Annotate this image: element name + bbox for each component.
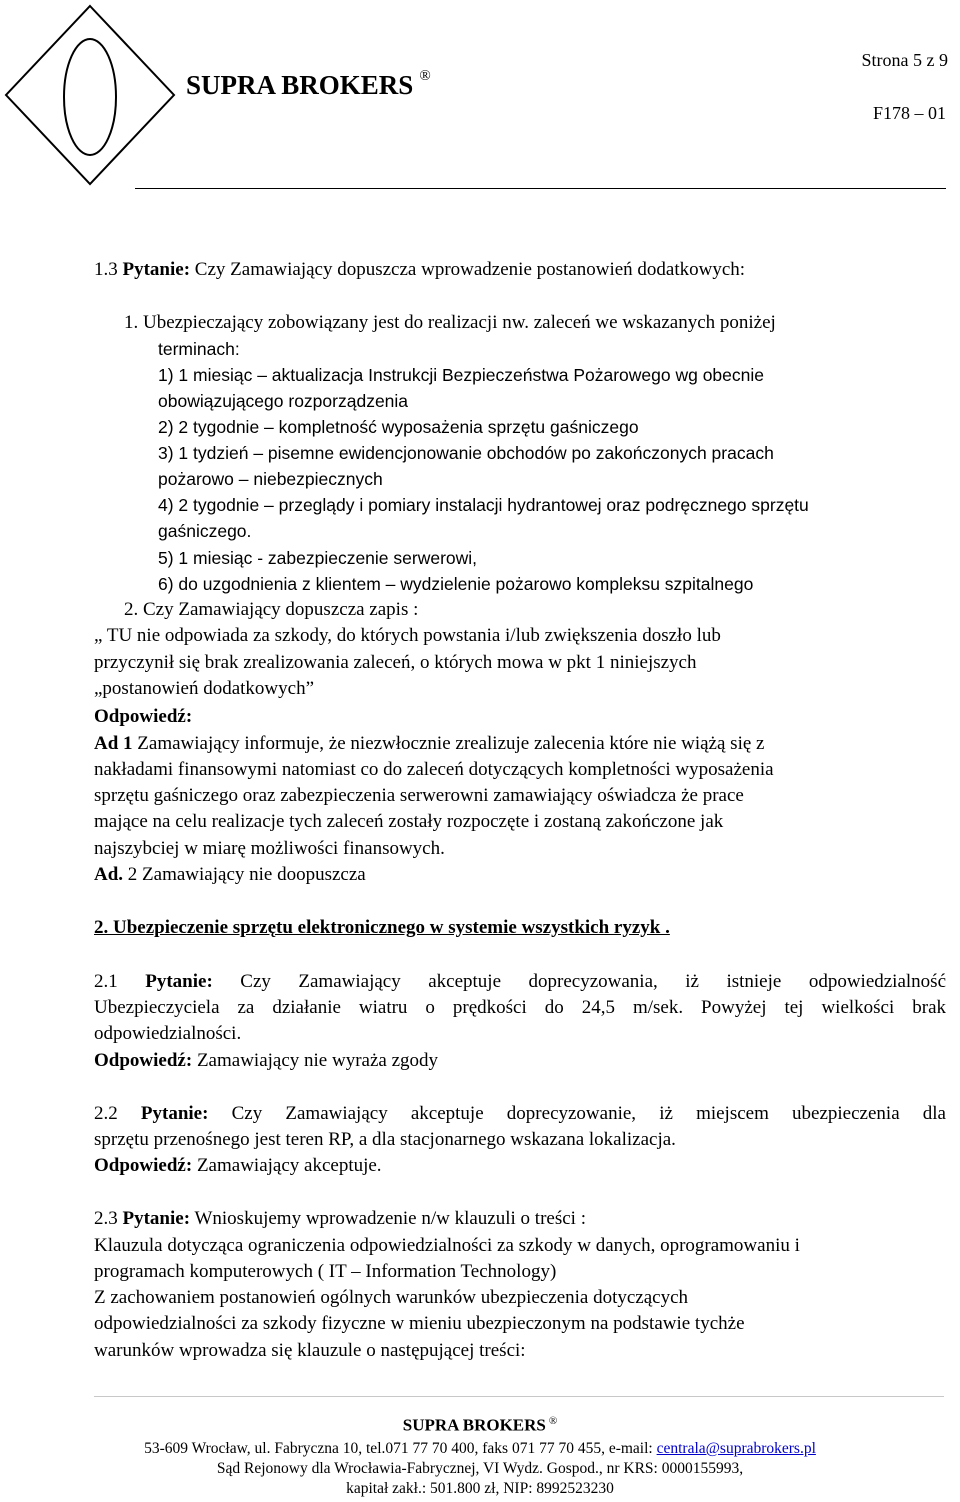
list-item: 2) 2 tygodnie – kompletność wyposażenia sprzętu gaśniczego (158, 417, 639, 437)
list-item: 4) 2 tygodnie – przeglądy i pomiary instalacji hydrantowej oraz podręcznego sprzętu (158, 495, 809, 515)
quote-line: „ TU nie odpowiada za szkody, do których powstania i/lub zwiększenia doszło lub (94, 625, 721, 646)
clause-line: Z zachowaniem postanowień ogólnych warunków ubezpieczenia dotyczących (94, 1287, 689, 1308)
page-number: Strona 5 z 9 (861, 50, 948, 70)
form-code: F178 – 01 (872, 103, 946, 123)
list-item: gaśniczego. (158, 521, 252, 541)
list-item: 2. Czy Zamawiający dopuszcza zapis : (124, 599, 419, 620)
footer-address: 53-609 Wrocław, ul. Fabryczna 10, tel.071 77 70 400, faks 071 77 70 455, e-mail: centrala@suprabrokers.pl (144, 1440, 816, 1457)
quote-line: przyczynił się brak zrealizowania zaleceń, o których mowa w pkt 1 niniejszych (94, 652, 697, 673)
registered-mark: ® (419, 68, 431, 84)
footer-brand: SUPRA BROKERS ® (402, 1415, 558, 1435)
list-item: 1. Ubezpieczający zobowiązany jest do realizacji nw. zaleceń we wskazanych poniżej (124, 312, 776, 333)
clause-line: warunków wprowadza się klauzule o następującej treści: (94, 1340, 526, 1361)
answer-line: Ad. 2 Zamawiający nie doopuszcza (94, 864, 366, 885)
list-item: 6) do uzgodnienia z klientem – wydzielenie pożarowo kompleksu szpitalnego (158, 574, 754, 594)
question-2-1: 2.1 Pytanie: Czy Zamawiający akceptuje doprecyzowania, iż istnieje odpowiedzialność (94, 971, 947, 992)
list-item: pożarowo – niebezpiecznych (158, 469, 383, 489)
answer-label: Odpowiedź: (94, 706, 193, 727)
clause-line: Klauzula dotycząca ograniczenia odpowiedzialności za szkody w danych, oprogramowaniu i (94, 1235, 800, 1256)
question-2-3: 2.3 Pytanie: Wnioskujemy wprowadzenie n/w klauzuli o treści : (94, 1208, 586, 1229)
list-item: 1) 1 miesiąc – aktualizacja Instrukcji Bezpieczeństwa Pożarowego wg obecnie (158, 365, 764, 385)
clause-line: odpowiedzialności za szkody fizyczne w mieniu ubezpieczonym na podstawie tychże (94, 1313, 745, 1334)
answer-line: Odpowiedź: Zamawiający nie wyraża zgody (94, 1050, 439, 1071)
answer-line: najszybciej w miarę możliwości finansowych. (94, 838, 445, 859)
list-item: 5) 1 miesiąc - zabezpieczenie serwerowi, (158, 548, 478, 568)
answer-line: sprzętu gaśniczego oraz zabezpieczenia serwerowni zamawiający oświadcza że prace (94, 785, 744, 806)
question-1-3: 1.3 Pytanie: Czy Zamawiający dopuszcza wprowadzenie postanowień dodatkowych: (94, 259, 746, 280)
header-divider (135, 188, 946, 189)
footer-email-link[interactable]: centrala@suprabrokers.pl (656, 1440, 816, 1457)
answer-line: mające na celu realizacje tych zaleceń zostały rozpoczęte i zostaną zakończone jak (94, 811, 724, 832)
footer-court: Sąd Rejonowy dla Wrocławia-Fabrycznej, VI Wydz. Gospod., nr KRS: 0000155993, (216, 1460, 744, 1477)
answer-line: Ad 1 Zamawiający informuje, że niezwłocznie zrealizuje zalecenia które nie wiążą się z (94, 733, 765, 754)
company-logo (0, 0, 180, 190)
question-2-2: 2.2 Pytanie: Czy Zamawiający akceptuje doprecyzowanie, iż miejscem ubezpieczenia dla (94, 1103, 946, 1124)
question-line: Ubezpieczyciela za działanie wiatru o prędkości do 24,5 m/sek. Powyżej tej wielkości brak (94, 997, 946, 1018)
footer-divider (94, 1396, 944, 1397)
question-line: odpowiedzialności. (94, 1023, 242, 1044)
answer-line: Odpowiedź: Zamawiający akceptuje. (94, 1155, 382, 1176)
header-brand: SUPRA BROKERS ® (186, 68, 431, 100)
question-line: sprzętu przenośnego jest teren RP, a dla stacjonarnego wskazana lokalizacja. (94, 1129, 676, 1150)
quote-line: „postanowień dodatkowych” (94, 678, 315, 699)
list-item: obowiązującego rozporządzenia (158, 391, 409, 411)
list-item: 3) 1 tydzień – pisemne ewidencjonowanie obchodów po zakończonych pracach (158, 443, 774, 463)
list-item: terminach: (158, 339, 240, 359)
answer-line: nakładami finansowymi natomiast co do zaleceń dotyczących kompletności wyposażenia (94, 759, 774, 780)
section-title: 2. Ubezpieczenie sprzętu elektronicznego w systemie wszystkich ryzyk . (94, 917, 670, 938)
clause-line: programach komputerowych ( IT – Information Technology) (94, 1261, 557, 1282)
footer-capital: kapitał zakł.: 501.800 zł, NIP: 8992523230 (346, 1480, 614, 1497)
